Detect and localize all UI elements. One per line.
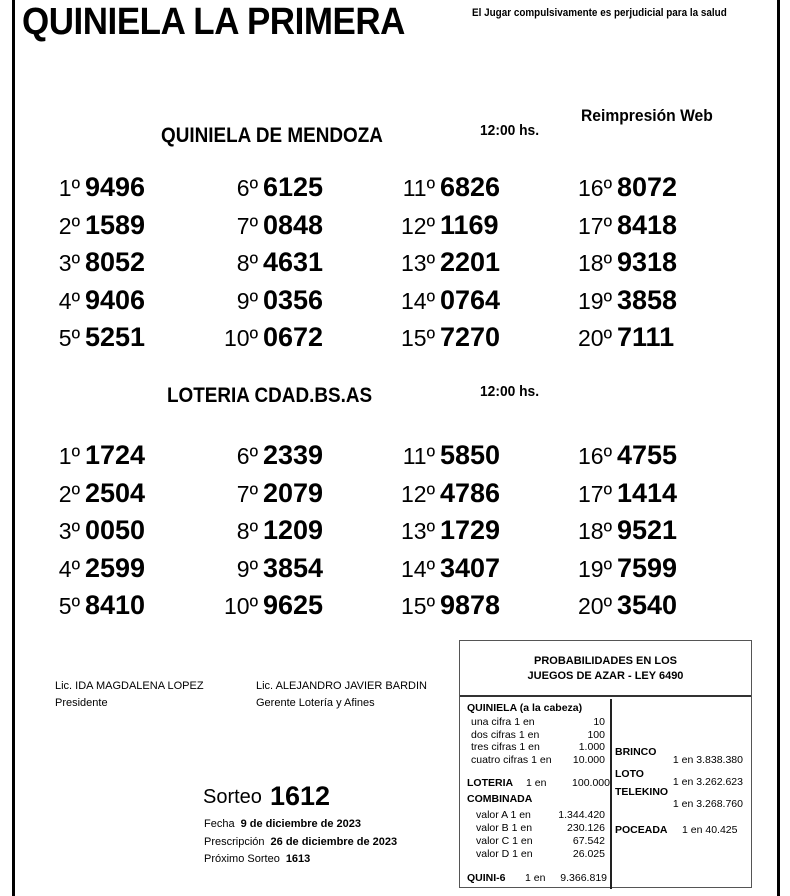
proximo-line [204,853,310,865]
odds-row-value: 1.344.420 [558,809,605,821]
signature-name: Lic. ALEJANDRO JAVIER BARDIN [256,680,427,692]
result-position: 6º [236,175,258,201]
result-cell [52,590,145,627]
result-position: 12º [401,212,435,239]
result-cell [218,172,323,209]
result-cell [395,247,500,284]
result-cell [218,247,323,284]
result-position: 18º [578,518,612,544]
result-cell [52,247,145,284]
result-cell [572,247,677,284]
loteria-odds-label: LOTERIA [467,777,514,789]
poceada-odds-value: 1 en 40.425 [682,824,738,836]
result-position: 6º [236,443,258,469]
result-number: 7270 [440,322,501,352]
result-number: 0672 [263,322,324,352]
column-divider [610,699,612,889]
result-number: 1729 [440,515,501,545]
prescripcion-label: Prescripción [204,836,265,848]
result-position: 17º [578,480,612,507]
result-number: 2599 [85,552,146,583]
result-position: 14º [401,555,435,582]
result-cell [395,590,500,627]
telekino-odds-value: 1 en 3.268.760 [672,798,743,810]
quini6-odds-label: QUINI-6 [467,872,506,884]
result-cell [572,590,677,627]
result-cell [218,590,323,627]
result-cell [52,478,145,515]
result-number: 1169 [440,209,499,240]
quini6-odds-prefix: 1 en [525,872,546,884]
result-position: 3º [58,518,80,544]
loteria-odds-value: 100.000 [572,777,610,789]
result-cell [52,285,145,322]
signature-role: Gerente Lotería y Afines [256,697,375,709]
odds-row-label: cuatro cifras 1 en [471,753,552,766]
odds-row-label: tres cifras 1 en [471,741,540,753]
result-number: 9625 [263,590,324,620]
probabilities-header [460,641,751,697]
result-position: 8º [236,518,258,544]
result-number: 8418 [617,209,678,240]
odds-row-label: valor C 1 en [476,835,533,847]
odds-row-value: 100 [587,728,605,741]
result-cell [52,210,145,247]
probabilities-box [459,640,752,888]
telekino-odds-label: TELEKINO [615,786,669,798]
result-number: 1589 [85,209,146,240]
result-position: 10º [224,325,258,351]
odds-row-value: 26.025 [572,848,605,860]
result-number: 2079 [263,477,324,508]
result-position: 11º [402,443,435,469]
gambling-warning: El Jugar compulsivamente es perjudicial para la salud [472,7,727,19]
result-cell [218,210,323,247]
proximo-label: Próximo Sorteo [204,853,280,865]
result-position: 8º [236,250,258,276]
result-number: 0764 [440,284,501,315]
result-position: 7º [236,212,258,239]
result-number: 8410 [85,590,146,620]
page-title: QUINIELA LA PRIMERA [22,1,405,43]
signature-name: Lic. IDA MAGDALENA LOPEZ [55,680,204,692]
result-cell [52,322,145,359]
combinada-odds-label: COMBINADA [467,793,533,805]
result-number: 7111 [617,322,675,352]
result-cell [395,322,500,359]
result-cell [218,322,323,359]
result-cell [52,172,145,209]
result-cell [52,515,145,552]
result-cell [52,553,145,590]
draw-title-loteria: LOTERIA CDAD.BS.AS [167,384,373,407]
result-position: 15º [401,325,435,351]
sorteo-label: Sorteo [203,786,262,808]
brinco-odds-label: BRINCO [615,746,657,758]
result-position: 17º [578,212,612,239]
poceada-odds-label: POCEADA [615,824,668,836]
result-cell [572,285,677,322]
result-position: 5º [58,593,80,619]
result-number: 1209 [263,515,324,545]
result-position: 11º [402,175,435,201]
result-cell [395,553,500,590]
odds-row-value: 10.000 [572,753,605,766]
result-cell [218,478,323,515]
reprint-label: Reimpresión Web [581,106,713,125]
result-number: 9521 [617,515,678,545]
result-position: 1º [58,443,80,469]
result-number: 6826 [440,172,501,202]
result-position: 13º [401,250,435,276]
probabilities-title-line1: PROBABILIDADES EN LOS [533,655,677,667]
result-cell [572,172,677,209]
odds-row-label: una cifra 1 en [471,716,535,728]
result-position: 3º [58,250,80,276]
odds-row-label: dos cifras 1 en [471,728,540,741]
brinco-odds-value: 1 en 3.838.380 [672,754,743,766]
signature-role: Presidente [55,697,108,709]
odds-row-label: valor B 1 en [476,822,533,834]
result-number: 6125 [263,172,324,202]
result-cell [395,515,500,552]
odds-row-value: 10 [593,716,605,728]
result-cell [218,285,323,322]
result-cell [218,515,323,552]
draw-title-mendoza: QUINIELA DE MENDOZA [161,124,383,147]
loto-odds-label: LOTO [615,768,644,780]
quini6-odds-value: 9.366.819 [560,872,607,884]
odds-row-label: valor A 1 en [476,809,531,821]
result-number: 5251 [85,322,146,352]
result-position: 1º [58,175,80,201]
prescripcion-line [204,836,397,848]
result-position: 20º [578,325,612,351]
result-position: 2º [58,480,80,507]
result-cell [395,285,500,322]
result-number: 8072 [617,172,678,202]
result-number: 5850 [440,440,501,470]
loto-odds-value: 1 en 3.262.623 [672,776,743,788]
odds-row-value: 1.000 [578,741,605,753]
result-number: 2339 [263,440,324,470]
result-number: 1414 [617,477,678,508]
result-position: 4º [58,287,80,314]
result-number: 3858 [617,284,678,315]
result-position: 2º [58,212,80,239]
fecha-label: Fecha [204,818,235,830]
result-number: 4786 [440,477,501,508]
result-number: 2201 [440,247,501,277]
result-cell [218,440,323,477]
result-position: 9º [236,555,258,582]
result-number: 0356 [263,284,324,315]
result-cell [395,440,500,477]
quiniela-odds-label: QUINIELA (a la cabeza) [467,702,583,714]
prescripcion-value: 26 de diciembre de 2023 [270,836,398,848]
result-position: 5º [58,325,80,351]
fecha-line [204,818,361,830]
result-cell [572,440,677,477]
draw-time-loteria: 12:00 hs. [480,383,540,400]
result-cell [572,553,677,590]
result-number: 7599 [617,552,678,583]
result-position: 12º [401,480,435,507]
result-number: 4755 [617,440,678,470]
result-cell [395,210,499,247]
result-position: 16º [578,443,612,469]
result-number: 3540 [617,590,678,620]
result-number: 9318 [617,247,678,277]
loteria-odds-prefix: 1 en [526,777,547,789]
sorteo-number: 1612 [270,781,331,811]
odds-row-value: 67.542 [572,835,605,847]
result-cell [572,322,674,359]
result-position: 19º [578,555,612,582]
odds-row-value: 230.126 [567,822,605,834]
result-number: 0050 [85,515,146,545]
result-cell [218,553,323,590]
proximo-value: 1613 [285,853,311,865]
result-number: 2504 [85,477,146,508]
result-number: 3854 [263,552,324,583]
result-position: 9º [236,287,258,314]
result-position: 7º [236,480,258,507]
result-cell [572,210,677,247]
result-position: 20º [578,593,612,619]
result-position: 13º [401,518,435,544]
result-number: 9496 [85,172,146,202]
probabilities-title-line2: JUEGOS DE AZAR - LEY 6490 [527,670,684,682]
result-number: 9878 [440,590,501,620]
result-cell [572,515,677,552]
odds-row-label: valor D 1 en [476,848,533,860]
result-number: 3407 [440,552,501,583]
result-cell [52,440,145,477]
result-position: 15º [401,593,435,619]
result-position: 19º [578,287,612,314]
result-number: 4631 [263,247,324,277]
result-cell [395,478,500,515]
result-number: 8052 [85,247,146,277]
fecha-value: 9 de diciembre de 2023 [240,818,362,830]
result-position: 4º [58,555,80,582]
draw-time-mendoza: 12:00 hs. [480,122,540,139]
result-number: 0848 [263,209,324,240]
result-number: 1724 [85,440,146,470]
result-position: 16º [578,175,612,201]
result-number: 9406 [85,284,146,315]
result-position: 10º [224,593,258,619]
result-cell [395,172,500,209]
result-position: 18º [578,250,612,276]
result-cell [572,478,677,515]
result-position: 14º [401,287,435,314]
